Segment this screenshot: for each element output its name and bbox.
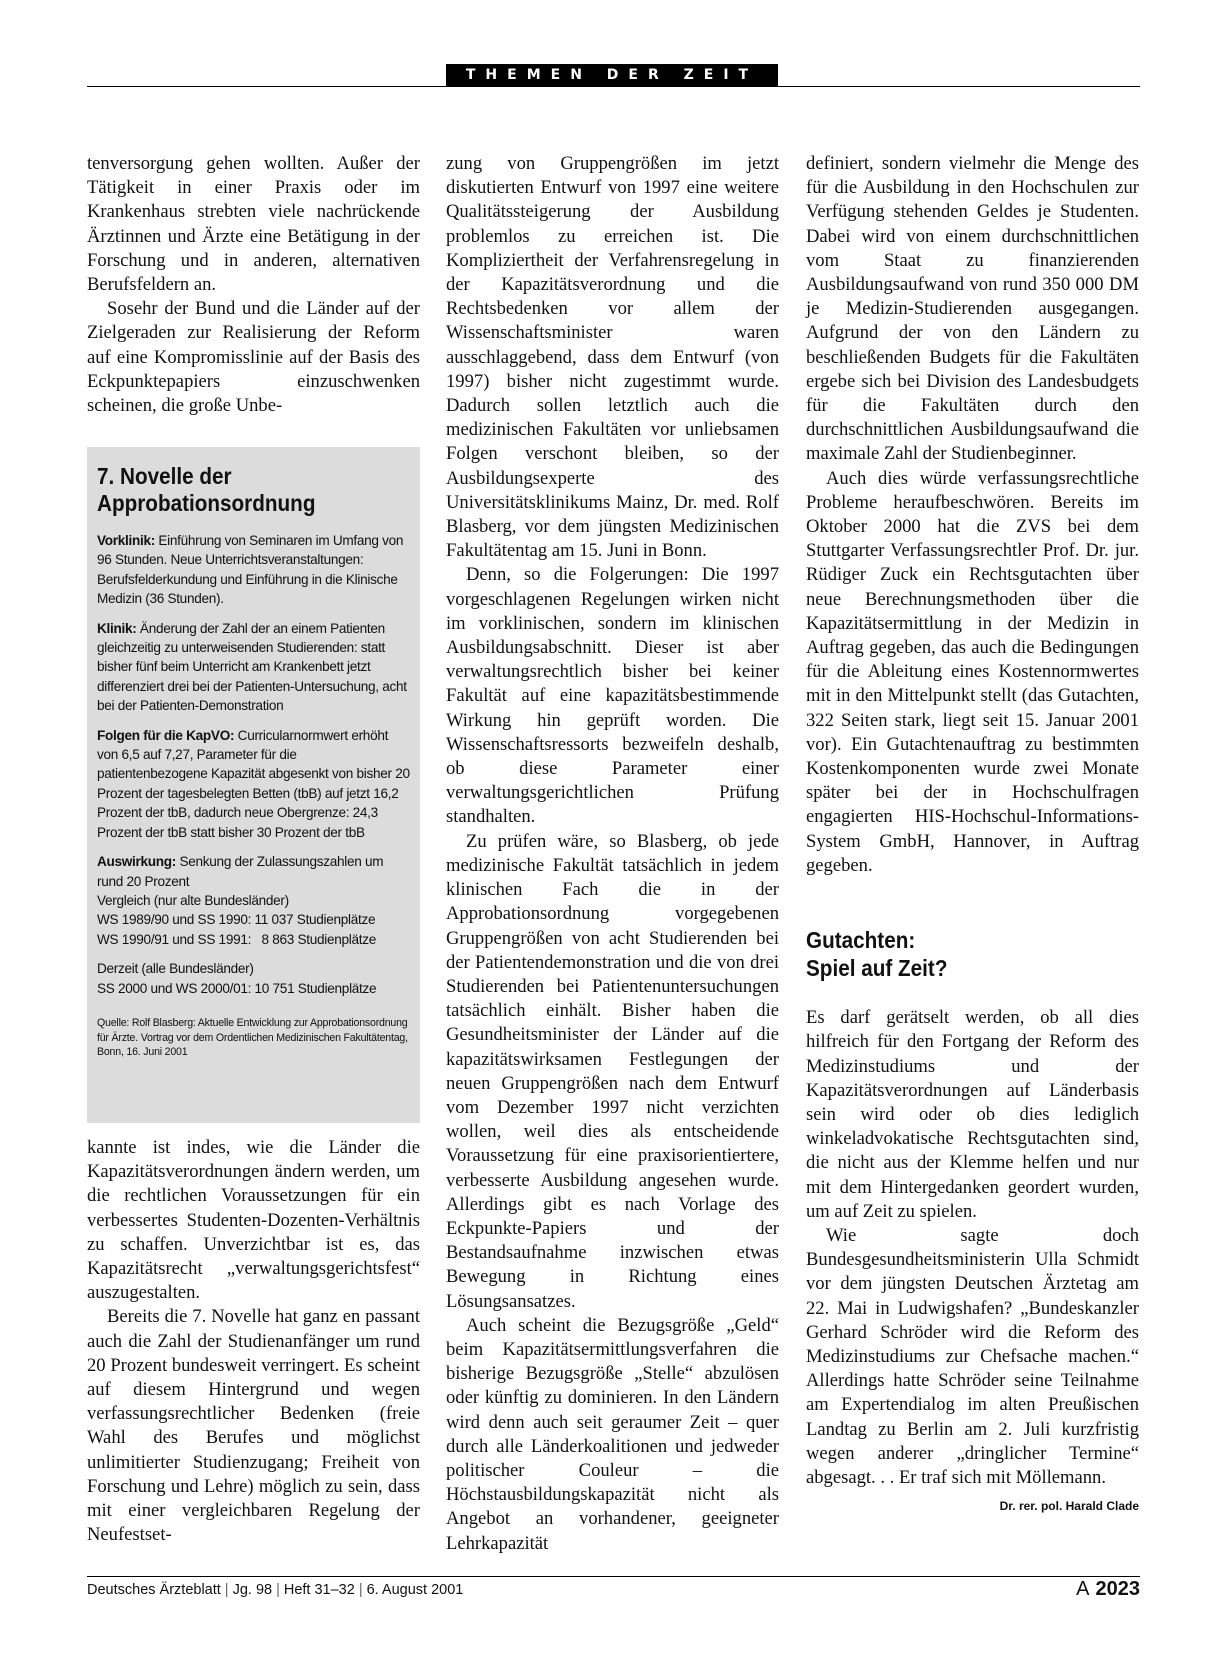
page-number: A 2023 [1076, 1578, 1140, 1600]
info-ws1989: WS 1989/90 und SS 1990: 11 037 Studienplätze [97, 912, 376, 928]
info-source: Quelle: Rolf Blasberg: Aktuelle Entwicklung zur Approbationsordnung für Ärzte. Vortrag vor dem Ordentlichen Medizinischen Fakultätentag, Bonn, 16. Juni 2001 [97, 1016, 408, 1059]
col2-paragraph-4: Auch scheint die Bezugsgröße „Geld“ beim Kapazitätsermittlungsverfahren die bisherige Bezugsgröße „Stelle“ abzulösen oder künftig zu dominieren. In den Ländern wird denn auch seit geraumer Zeit – quer durch alle Länderkoalitionen und jedweder politischer Couleur – die Höchstausbildungskapazität nicht als Angebot an vorhandener, geeigneter Lehrkapazität [446, 1314, 779, 1554]
info-derzeit: Derzeit (alle Bundesländer) [97, 961, 254, 977]
col1-paragraph-2: Sosehr der Bund und die Länder auf der Zielgeraden zur Realisierung der Reform auf eine Kompromisslinie auf der Basis des Eckpunktepapiers einzuschwenken scheinen, die große Unbe- [87, 298, 420, 417]
col1-paragraph-3: kannte ist indes, wie die Länder die Kapazitätsverordnungen ändern werden, um die rechtlichen Voraussetzungen für ein verbessertes Studenten-Dozenten-Verhältnis zu schaffen. Unverzichtbar ist es, das Kapazitätsrecht „verwaltungsgerichtsfest“ auszugestalten. [87, 1137, 420, 1304]
col1-paragraph-4: Bereits die 7. Novelle hat ganz en passant auch die Zahl der Studienanfänger um rund 20 Prozent bundesweit verringert. Es scheint auf diesem Hintergrund und wegen verfassungsrechtlicher Bedenken (freie Wahl des Berufes und möglichst unlimitierter Studienzugang; Freiheit von Forschung und Lehre) möglich zu sein, dass mit einer vergleichbaren Regelung der Neufestset- [87, 1306, 420, 1546]
footer: Deutsches Ärzteblatt | Jg. 98 | Heft 31–32 | 6. August 2001 [87, 1582, 464, 1598]
column-1-lower [87, 1136, 420, 1547]
col1-paragraph-1: tenversorgung gehen wollten. Außer der Tätigkeit in einer Praxis oder im Krankenhaus strebten viele nachrückende Ärztinnen und Ärzte eine Betätigung in der Forschung und in anderen, alternativen Berufsfeldern an. [87, 153, 420, 296]
info-folgen: Folgen für die KapVO: Curricularnormwert erhöht von 6,5 auf 7,27, Parameter für die patientenbezogene Kapazität abgesenkt von bisher 20 Prozent der tagesbelegten Betten (tbB) auf jetzt 16,2 Prozent der tbB, dadurch neue Obergrenze: 24,3 Prozent der tbB statt bisher 30 Prozent der tbB [97, 727, 410, 840]
col3-paragraph-4: Wie sagte doch Bundesgesundheitsministerin Ulla Schmidt vor dem jüngsten Deutschen Ärztetag am 22. Mai in Ludwigshafen? „Bundeskanzler Gerhard Schröder wird die Reform des Medizinstudiums zur Chefsache machen.“ Allerdings hatte Schröder seine Teilnahme am Expertendialog im alten Preußischen Landtag zu Berlin am 2. Juli kurzfristig wegen anderer „dringlicher Termine“ abgesagt. . . Er traf sich mit Möllemann. Dr. rer. pol. Harald Clade [806, 1224, 1139, 1490]
footer-rule [87, 1576, 1140, 1577]
info-ss2000: SS 2000 und WS 2000/01: 10 751 Studienplätze [97, 980, 377, 996]
info-vergleich: Vergleich (nur alte Bundesländer) [97, 892, 289, 908]
column-2 [446, 152, 779, 1556]
column-3 [806, 152, 1139, 1518]
author-signature: Dr. rer. pol. Harald Clade [999, 1499, 1139, 1514]
info-klinik: Klinik: Änderung der Zahl der an einem Patienten gleichzeitig zu unterweisenden Studierenden: statt bisher fünf beim Unterricht am Krankenbett jetzt differenziert drei bei der Patienten-Untersuchung, acht bei der Patienten-Demonstration [97, 620, 407, 714]
info-ws1990: WS 1990/91 und SS 1991: 8 863 Studienplätze [97, 931, 376, 947]
col2-paragraph-1: zung von Gruppengrößen im jetzt diskutierten Entwurf von 1997 eine weitere Qualitätssteigerung der Ausbildung problemlos zu erreichen ist. Die Kompliziertheit der Verfahrensregelung in der Kapazitätsverordnung und die Rechtsbedenken vor allem der Wissenschaftsminister waren ausschlaggebend, dass dem Entwurf (von 1997) bisher nicht zugestimmt wurde. Dadurch sollen letztlich auch die medizinischen Fakultäten vor unliebsamen Folgen verschont bleiben, so der Ausbildungsexperte des Universitätsklinikums Mainz, Dr. med. Rolf Blasberg, vor dem jüngsten Medizinischen Fakultätentag am 15. Juni in Bonn. [446, 153, 779, 562]
col3-paragraph-1: definiert, sondern vielmehr die Menge des für die Ausbildung in den Hochschulen zur Verfügung stehenden Geldes je Studenten. Dabei wird von einem durchschnittlichen vom Staat zu finanzierenden Ausbildungsaufwand von rund 350 000 DM je Medizin-Studierenden ausgegangen. Aufgrund der von den Ländern zu beschließenden Budgets für die Fakultäten ergebe sich bei Division des Landesbudgets für die Fakultäten durch den durchschnittlichen Ausbildungsaufwand die maximale Zahl der Studienbeginner. [806, 153, 1139, 465]
info-box [87, 447, 420, 1123]
column-1 [87, 152, 420, 418]
col2-paragraph-3: Zu prüfen wäre, so Blasberg, ob jede medizinische Fakultät tatsächlich in jedem klinischen Fach die in der Approbationsordnung vorgegebenen Gruppengrößen von acht Studierenden bei der Patientendemonstration und die von drei Studierenden bei Patientenuntersuchungen tatsächlich einhält. Bisher haben die Gesundheitsminister der Länder auf die kapazitätswirksamen Festlegungen der neuen Gruppengrößen nach dem Entwurf vom Dezember 1997 nicht verzichten wollen, weil dies als entscheidende Voraussetzung für eine praxisorientiertere, verbesserte Ausbildung angesehen wurde. Allerdings gibt es nach Vorlage des Eckpunkte-Papiers und der Bestandsaufnahme inzwischen etwas Bewegung in Richtung eines Lösungsansatzes. [446, 830, 779, 1312]
info-vorklinik: Vorklinik: Einführung von Seminaren im Umfang von 96 Stunden. Neue Unterrichtsveranstaltungen: Berufsfelderkundung und Einführung in die Klinische Medizin (36 Stunden). [97, 533, 404, 607]
col2-paragraph-2: Denn, so die Folgerungen: Die 1997 vorgeschlagenen Regelungen wirken nicht im vorklinischen, sondern im klinischen Ausbildungsabschnitt. Dieser ist aber verwaltungsrechtlich bisher bei keiner Fakultät auf eine kapazitätsbestimmende Wirkung hin geprüft worden. Die Wissenschaftsressorts bezweifeln deshalb, ob diese Parameter einer verwaltungsgerichtlichen Prüfung standhalten. [446, 564, 779, 828]
info-box-title: 7. Novelle der Approbationsordnung [97, 463, 316, 516]
section-header: THEMEN DER ZEIT [446, 64, 778, 87]
info-auswirkung: Auswirkung: Senkung der Zulassungszahlen um rund 20 Prozent [97, 854, 384, 889]
issue-date: 6. August 2001 [366, 1582, 464, 1598]
col3-paragraph-3: Es darf gerätselt werden, ob all dies hilfreich für den Fortgang der Reform des Medizinstudiums und der Kapazitätsverordnungen auf Länderbasis sein wird oder ob dies lediglich winkeladvokatische Rechtsgutachten sind, die nicht aus der Klemme helfen und nur mit dem Hintergedanken geordert wurden, um auf Zeit zu spielen. [806, 1007, 1139, 1222]
journal-name: Deutsches Ärzteblatt [87, 1582, 221, 1598]
issue: Heft 31–32 [283, 1582, 355, 1598]
volume: Jg. 98 [232, 1582, 273, 1598]
header-rule [87, 86, 1140, 87]
section-heading: Gutachten: Spiel auf Zeit? [806, 927, 948, 982]
col3-paragraph-2: Auch dies würde verfassungsrechtliche Probleme heraufbeschwören. Bereits im Oktober 2000 hat die ZVS bei dem Stuttgarter Verfassungsrechtler Prof. Dr. jur. Rüdiger Zuck ein Rechtsgutachten über neue Berechnungsmethoden über die Kapazitätsermittlung in der Medizin in Auftrag gegeben, das auch die Bedingungen für die Ableitung eines Kostennormwertes mit in den Mittelpunkt stellt (das Gutachten, 322 Seiten stark, liegt seit 15. Januar 2001 vor). Ein Gutachtenauftrag zu bestimmten Kostenkomponenten wurde zwei Monate später bei der in Hochschulfragen engagierten HIS-Hochschul-Informations-System GmbH, Hannover, in Auftrag gegeben. [806, 467, 1139, 876]
